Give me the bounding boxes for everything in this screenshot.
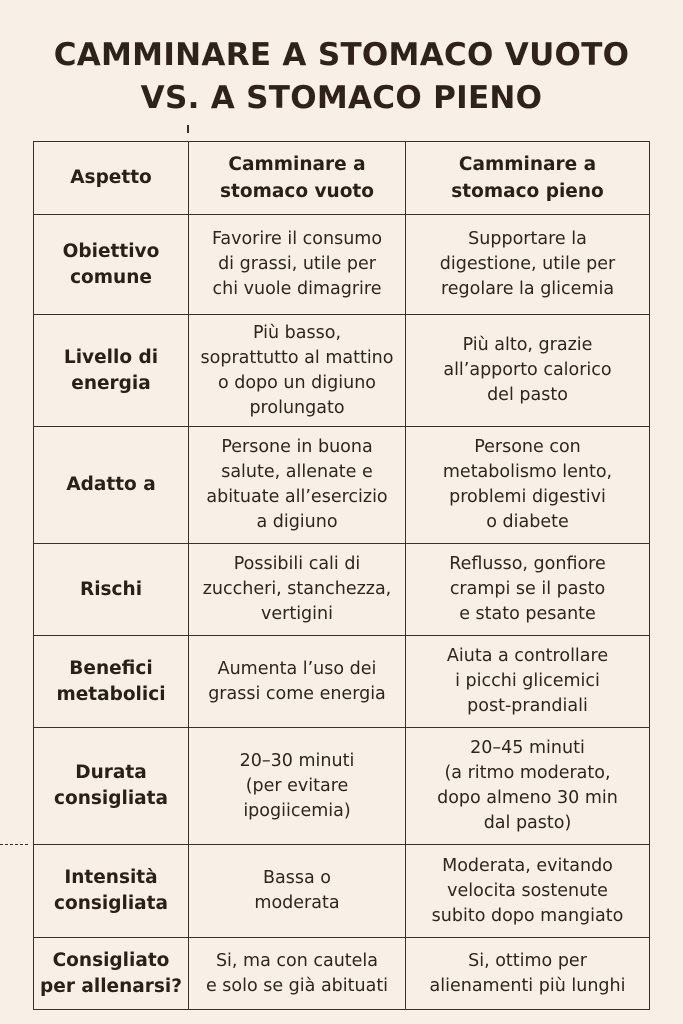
empty-stomach-cell: Persone in buona salute, allenate e abituate all’esercizio a digiuno [189, 427, 406, 544]
full-stomach-cell: Aiuta a controllare i picchi glicemici post-prandiali [406, 636, 650, 728]
aspect-cell: Benefici metabolici [34, 636, 189, 728]
aspect-cell: Adatto a [34, 427, 189, 544]
aspect-cell: Rischi [34, 544, 189, 636]
tick-mark [187, 125, 189, 133]
empty-stomach-cell: 20–30 minuti (per evitare ipogiicemia) [189, 728, 406, 845]
page-title [0, 34, 683, 120]
header-full-stomach: Camminare a stomaco pieno [406, 142, 650, 215]
full-stomach-cell: Moderata, evitando velocita sostenute subito dopo mangiato [406, 845, 650, 938]
aspect-cell: Livello di energia [34, 315, 189, 427]
table-row [34, 427, 650, 544]
comparison-table [33, 141, 650, 1010]
empty-stomach-cell: Favorire il consumo di grassi, utile per chi vuole dimagrire [189, 215, 406, 315]
table-header-row [34, 142, 650, 215]
full-stomach-cell: Reflusso, gonfiore crampi se il pasto e stato pesante [406, 544, 650, 636]
empty-stomach-cell: Aumenta l’uso dei grassi come energia [189, 636, 406, 728]
header-empty-stomach: Camminare a stomaco vuoto [189, 142, 406, 215]
table-row [34, 215, 650, 315]
full-stomach-cell: Persone con metabolismo lento, problemi digestivi o diabete [406, 427, 650, 544]
full-stomach-cell: Più alto, grazie all’apporto calorico del pasto [406, 315, 650, 427]
table-row [34, 315, 650, 427]
table-row [34, 544, 650, 636]
empty-stomach-cell: Si, ma con cautela e solo se già abituati [189, 938, 406, 1010]
aspect-cell: Durata consigliata [34, 728, 189, 845]
table-row [34, 938, 650, 1010]
empty-stomach-cell: Possibili cali di zuccheri, stanchezza, vertigini [189, 544, 406, 636]
table-row [34, 636, 650, 728]
aspect-cell: Intensità consigliata [34, 845, 189, 938]
table-row [34, 728, 650, 845]
header-aspect: Aspetto [34, 142, 189, 215]
table-row [34, 845, 650, 938]
aspect-cell: Obiettivo comune [34, 215, 189, 315]
full-stomach-cell: 20–45 minuti (a ritmo moderato, dopo almeno 30 min dal pasto) [406, 728, 650, 845]
empty-stomach-cell: Più basso, soprattutto al mattino o dopo un digiuno prolungato [189, 315, 406, 427]
title-line-1: CAMMINARE A STOMACO VUOTO [53, 37, 630, 73]
full-stomach-cell: Supportare la digestione, utile per regolare la glicemia [406, 215, 650, 315]
dash-mark [0, 844, 28, 845]
full-stomach-cell: Si, ottimo per alienamenti più lunghi [406, 938, 650, 1010]
aspect-cell: Consigliato per allenarsi? [34, 938, 189, 1010]
empty-stomach-cell: Bassa o moderata [189, 845, 406, 938]
title-line-2: VS. A STOMACO PIENO [140, 80, 543, 116]
